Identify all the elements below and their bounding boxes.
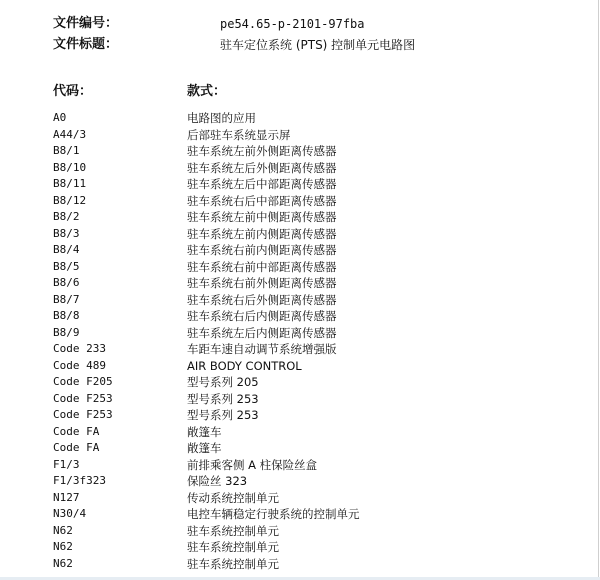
component-code: N62 [53,523,73,537]
list-item [53,176,593,193]
component-description: 驻车系统左后外侧距离传感器 [187,160,337,175]
component-code: N62 [53,540,73,553]
component-description: 驻车系统控制单元 [187,523,279,538]
component-description: 驻车系统右后内侧距离传感器 [187,309,337,323]
component-code: B8/1 [53,144,80,157]
component-description: 保险丝 323 [187,474,248,488]
list-item [53,523,593,540]
component-code: B8/9 [53,325,80,339]
doc-title-value: 驻车定位系统 (PTS) 控制单元电路图 [220,38,416,52]
list-item [53,407,593,424]
component-description: 驻车系统左前中侧距离传感器 [187,210,337,224]
component-description: 驻车系统左后中部距离传感器 [187,177,337,191]
component-code: B8/10 [53,160,87,174]
component-description: 驻车系统控制单元 [187,540,279,554]
list-item [53,556,593,573]
component-code: B8/6 [53,276,80,289]
component-description: 驻车系统左前外侧距离传感器 [187,144,337,158]
list-item [53,506,593,523]
list-item [53,127,593,144]
component-description: 型号系列 205 [187,375,259,389]
list-item [53,490,593,507]
component-code: Code F205 [53,375,113,388]
component-code: A0 [53,111,67,124]
designation-column-header: 款式： [187,84,227,99]
component-description: 车距车速自动调节系统增强版 [187,342,337,356]
code-list [53,110,593,572]
component-code: F1/3f323 [53,474,106,487]
list-item [53,457,593,474]
component-description: 型号系列 253 [187,408,259,422]
component-code: N30/4 [53,507,87,520]
list-item [53,275,593,292]
list-item [53,473,593,490]
list-item [53,292,593,309]
component-description: 驻车系统控制单元 [187,556,279,571]
component-code: B8/11 [53,177,87,190]
doc-number-label: 文件编号： [53,16,119,31]
list-item [53,160,593,177]
component-description: AIR BODY CONTROL [187,358,302,373]
component-code: Code 489 [53,358,106,372]
component-description: 前排乘客侧 A 柱保险丝盒 [187,457,318,472]
component-code: N62 [53,556,73,570]
component-description: 后部驻车系统显示屏 [187,127,291,142]
component-description: 驻车系统右前中部距离传感器 [187,259,337,274]
component-code: B8/7 [53,292,80,306]
list-item [53,325,593,342]
component-description: 敞篷车 [187,441,222,455]
component-description: 驻车系统右前内侧距离传感器 [187,243,337,257]
list-item [53,143,593,160]
list-item [53,193,593,210]
list-item [53,110,593,127]
list-item [53,539,593,556]
component-code: Code FA [53,424,100,438]
component-code: B8/3 [53,226,80,240]
list-item [53,259,593,276]
component-description: 驻车系统右后中部距离传感器 [187,193,337,208]
component-description: 驻车系统右后外侧距离传感器 [187,292,337,307]
component-description: 型号系列 253 [187,391,259,406]
component-code: Code FA [53,441,100,454]
page-edge-divider [598,0,599,580]
component-code: B8/5 [53,259,80,273]
component-code: Code F253 [53,391,113,405]
component-code: F1/3 [53,457,80,471]
list-item [53,341,593,358]
component-code: Code F253 [53,408,113,421]
component-description: 驻车系统右前外侧距离传感器 [187,276,337,290]
list-item [53,209,593,226]
list-item [53,308,593,325]
doc-number-value: pe54.65-p-2101-97fba [220,17,365,31]
list-item [53,391,593,408]
doc-title-label: 文件标题： [53,37,119,52]
component-code: B8/8 [53,309,80,322]
component-description: 敞篷车 [187,424,222,439]
list-item [53,424,593,441]
list-item [53,374,593,391]
component-description: 驻车系统左前内侧距离传感器 [187,226,337,241]
component-code: N127 [53,490,80,504]
component-description: 驻车系统左后内侧距离传感器 [187,325,337,340]
component-description: 电控车辆稳定行驶系统的控制单元 [187,507,360,521]
component-code: Code 233 [53,342,106,355]
component-description: 传动系统控制单元 [187,490,279,505]
component-code: B8/12 [53,193,87,207]
code-column-header: 代码： [53,84,93,99]
component-code: A44/3 [53,127,87,141]
component-code: B8/4 [53,243,80,256]
list-item [53,226,593,243]
list-item [53,440,593,457]
list-item [53,358,593,375]
list-item [53,242,593,259]
component-description: 电路图的应用 [187,111,256,125]
component-code: B8/2 [53,210,80,223]
